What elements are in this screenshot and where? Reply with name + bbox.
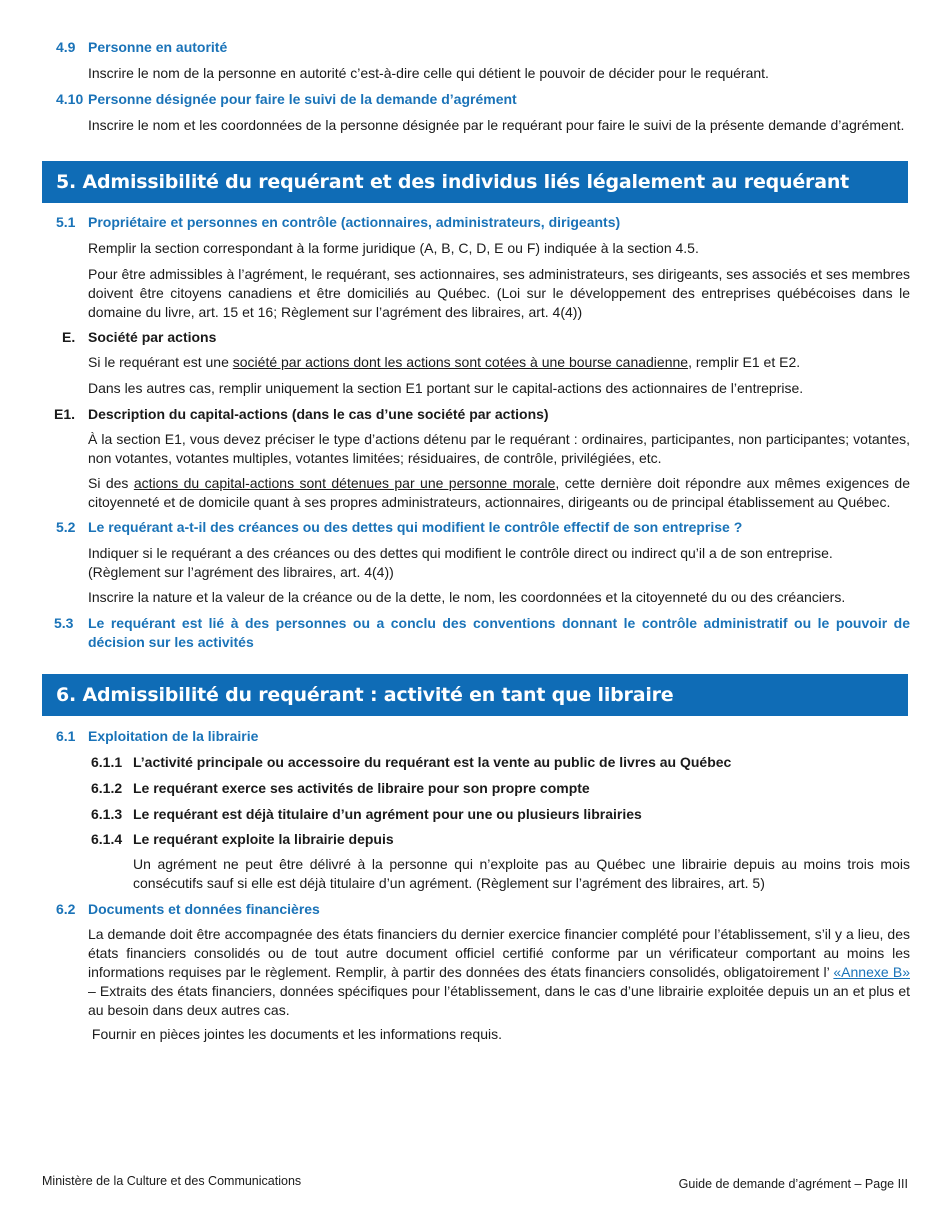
section-5-1-number: 5.1 [56, 214, 76, 230]
section-4-9-title: Personne en autorité [88, 39, 228, 55]
legal-person-underline: actions du capital-actions sont détenues par une personne morale [133, 475, 556, 491]
section-5-3-number: 5.3 [54, 615, 74, 631]
section-6-1-title: Exploitation de la librairie [88, 728, 259, 744]
section-6-2-paragraph-1: La demande doit être accompagnée des états financiers du dernier exercice financier complété pour l’établissement, s’il y a lieu, des états financiers consolidés ou de tout autre document officiel certifié conforme par un vérificateur comportant au moins les informations requises par le règlement. Remplir, à partir des données des états financiers consolidés, obligatoirement l’ «Annexe B» – Extraits des états financiers, données spécifiques pour l’établissement, dans le cas d’une librairie exploitée depuis un an et plus et au besoin dans deux autres cas. [88, 926, 910, 1018]
footer-page-label: Guide de demande d’agrément – Page III [678, 1177, 908, 1191]
section-e-paragraph-2: Dans les autres cas, remplir uniquement la section E1 portant sur le capital-actions des actionnaires de l’entreprise. [88, 380, 804, 396]
section-5-1-paragraph-1: Remplir la section correspondant à la forme juridique (A, B, C, D, E ou F) indiquée à la section 4.5. [88, 240, 699, 256]
section-4-10-text: Inscrire le nom et les coordonnées de la personne désignée par le requérant pour faire le suivi de la présente demande d’agrément. [88, 117, 905, 133]
item-6-1-2-text: Le requérant exerce ses activités de libraire pour son propre compte [133, 780, 590, 796]
item-6-1-4-paragraph: Un agrément ne peut être délivré à la personne qui n’exploite pas au Québec une librairie depuis au moins trois mois consécutifs sauf si elle est déjà titulaire d’un agrément. (Règlement sur l’agrément des libraires, art. 5) [133, 856, 910, 891]
section-5-2-paragraph-1: Indiquer si le requérant a des créances ou des dettes qui modifient le contrôle direct ou indirect qu’il a de son entreprise. (Règlement sur l’agrément des libraires, art. 4(4)) [88, 545, 833, 580]
section-6-2-paragraph-2: Fournir en pièces jointes les documents et les informations requis. [88, 1026, 502, 1042]
item-6-1-3-text: Le requérant est déjà titulaire d’un agrément pour une ou plusieurs librairies [133, 806, 642, 822]
section-6-banner: 6. Admissibilité du requérant : activité en tant que libraire [42, 674, 908, 716]
section-5-2-paragraph-2: Inscrire la nature et la valeur de la créance ou de la dette, le nom, les coordonnées et la citoyenneté du ou des créanciers. [88, 589, 846, 605]
section-4-10-title: Personne désignée pour faire le suivi de la demande d’agrément [88, 91, 517, 107]
section-e1-paragraph-1: À la section E1, vous devez préciser le type d’actions détenu par le requérant : ordinaires, participantes, non participantes; votantes, non votantes, votantes multiples, votantes limitées; résiduaires, de contrôle, privilégiées, etc. [88, 431, 910, 466]
section-5-3-title: Le requérant est lié à des personnes ou a conclu des conventions donnant le contrôle administratif ou le pouvoir de décision sur les activités [88, 615, 910, 650]
section-e1-paragraph-2: Si des actions du capital-actions sont détenues par une personne morale, cette dernière doit répondre aux mêmes exigences de citoyenneté et de domicile quant à ses propres administrateurs, actionnaires, dirigeants ou de principal établissement au Québec. [88, 475, 910, 510]
section-e-number: E. [62, 329, 76, 345]
item-6-1-3-number: 6.1.3 [91, 806, 123, 822]
listed-company-underline: société par actions dont les actions sont cotées à une bourse canadienne [232, 354, 689, 370]
section-5-2-number: 5.2 [56, 519, 76, 535]
section-6-1-number: 6.1 [56, 728, 76, 744]
section-5-banner: 5. Admissibilité du requérant et des individus liés légalement au requérant [42, 161, 908, 203]
section-5-1-paragraph-2: Pour être admissibles à l’agrément, le requérant, ses actionnaires, ses administrateurs, ses dirigeants, ses associés et ses membres doivent être citoyens canadiens et être domiciliés au Québec. (Loi sur le développement des entreprises québécoises dans le domaine du livre, art. 15 et 16; Règlement sur l’agrément des libraires, art. 4(4)) [88, 266, 910, 320]
section-6-2-number: 6.2 [56, 901, 76, 917]
section-e-title: Société par actions [88, 329, 217, 345]
section-4-10-number: 4.10 [56, 91, 84, 107]
section-5-1-title: Propriétaire et personnes en contrôle (actionnaires, administrateurs, dirigeants) [88, 214, 621, 230]
section-5-2-title: Le requérant a-t-il des créances ou des dettes qui modifient le contrôle effectif de son entreprise ? [88, 519, 743, 535]
section-e1-number: E1. [54, 406, 76, 422]
section-4-9-text: Inscrire le nom de la personne en autorité c’est-à-dire celle qui détient le pouvoir de décider pour le requérant. [88, 65, 769, 81]
item-6-1-4-text: Le requérant exploite la librairie depuis [133, 831, 394, 847]
section-e-paragraph-1: Si le requérant est une société par actions dont les actions sont cotées à une bourse canadienne, remplir E1 et E2. [88, 354, 801, 370]
section-e1-title: Description du capital-actions (dans le cas d’une société par actions) [88, 406, 549, 422]
item-6-1-1-text: L’activité principale ou accessoire du requérant est la vente au public de livres au Québec [133, 754, 732, 770]
annexe-b-link[interactable]: «Annexe B» [833, 964, 910, 980]
footer-ministry: Ministère de la Culture et des Communications [42, 1174, 302, 1188]
section-6-2-title: Documents et données financières [88, 901, 320, 917]
item-6-1-4-number: 6.1.4 [91, 831, 123, 847]
item-6-1-2-number: 6.1.2 [91, 780, 123, 796]
section-4-9-number: 4.9 [56, 39, 76, 55]
item-6-1-1-number: 6.1.1 [91, 754, 123, 770]
